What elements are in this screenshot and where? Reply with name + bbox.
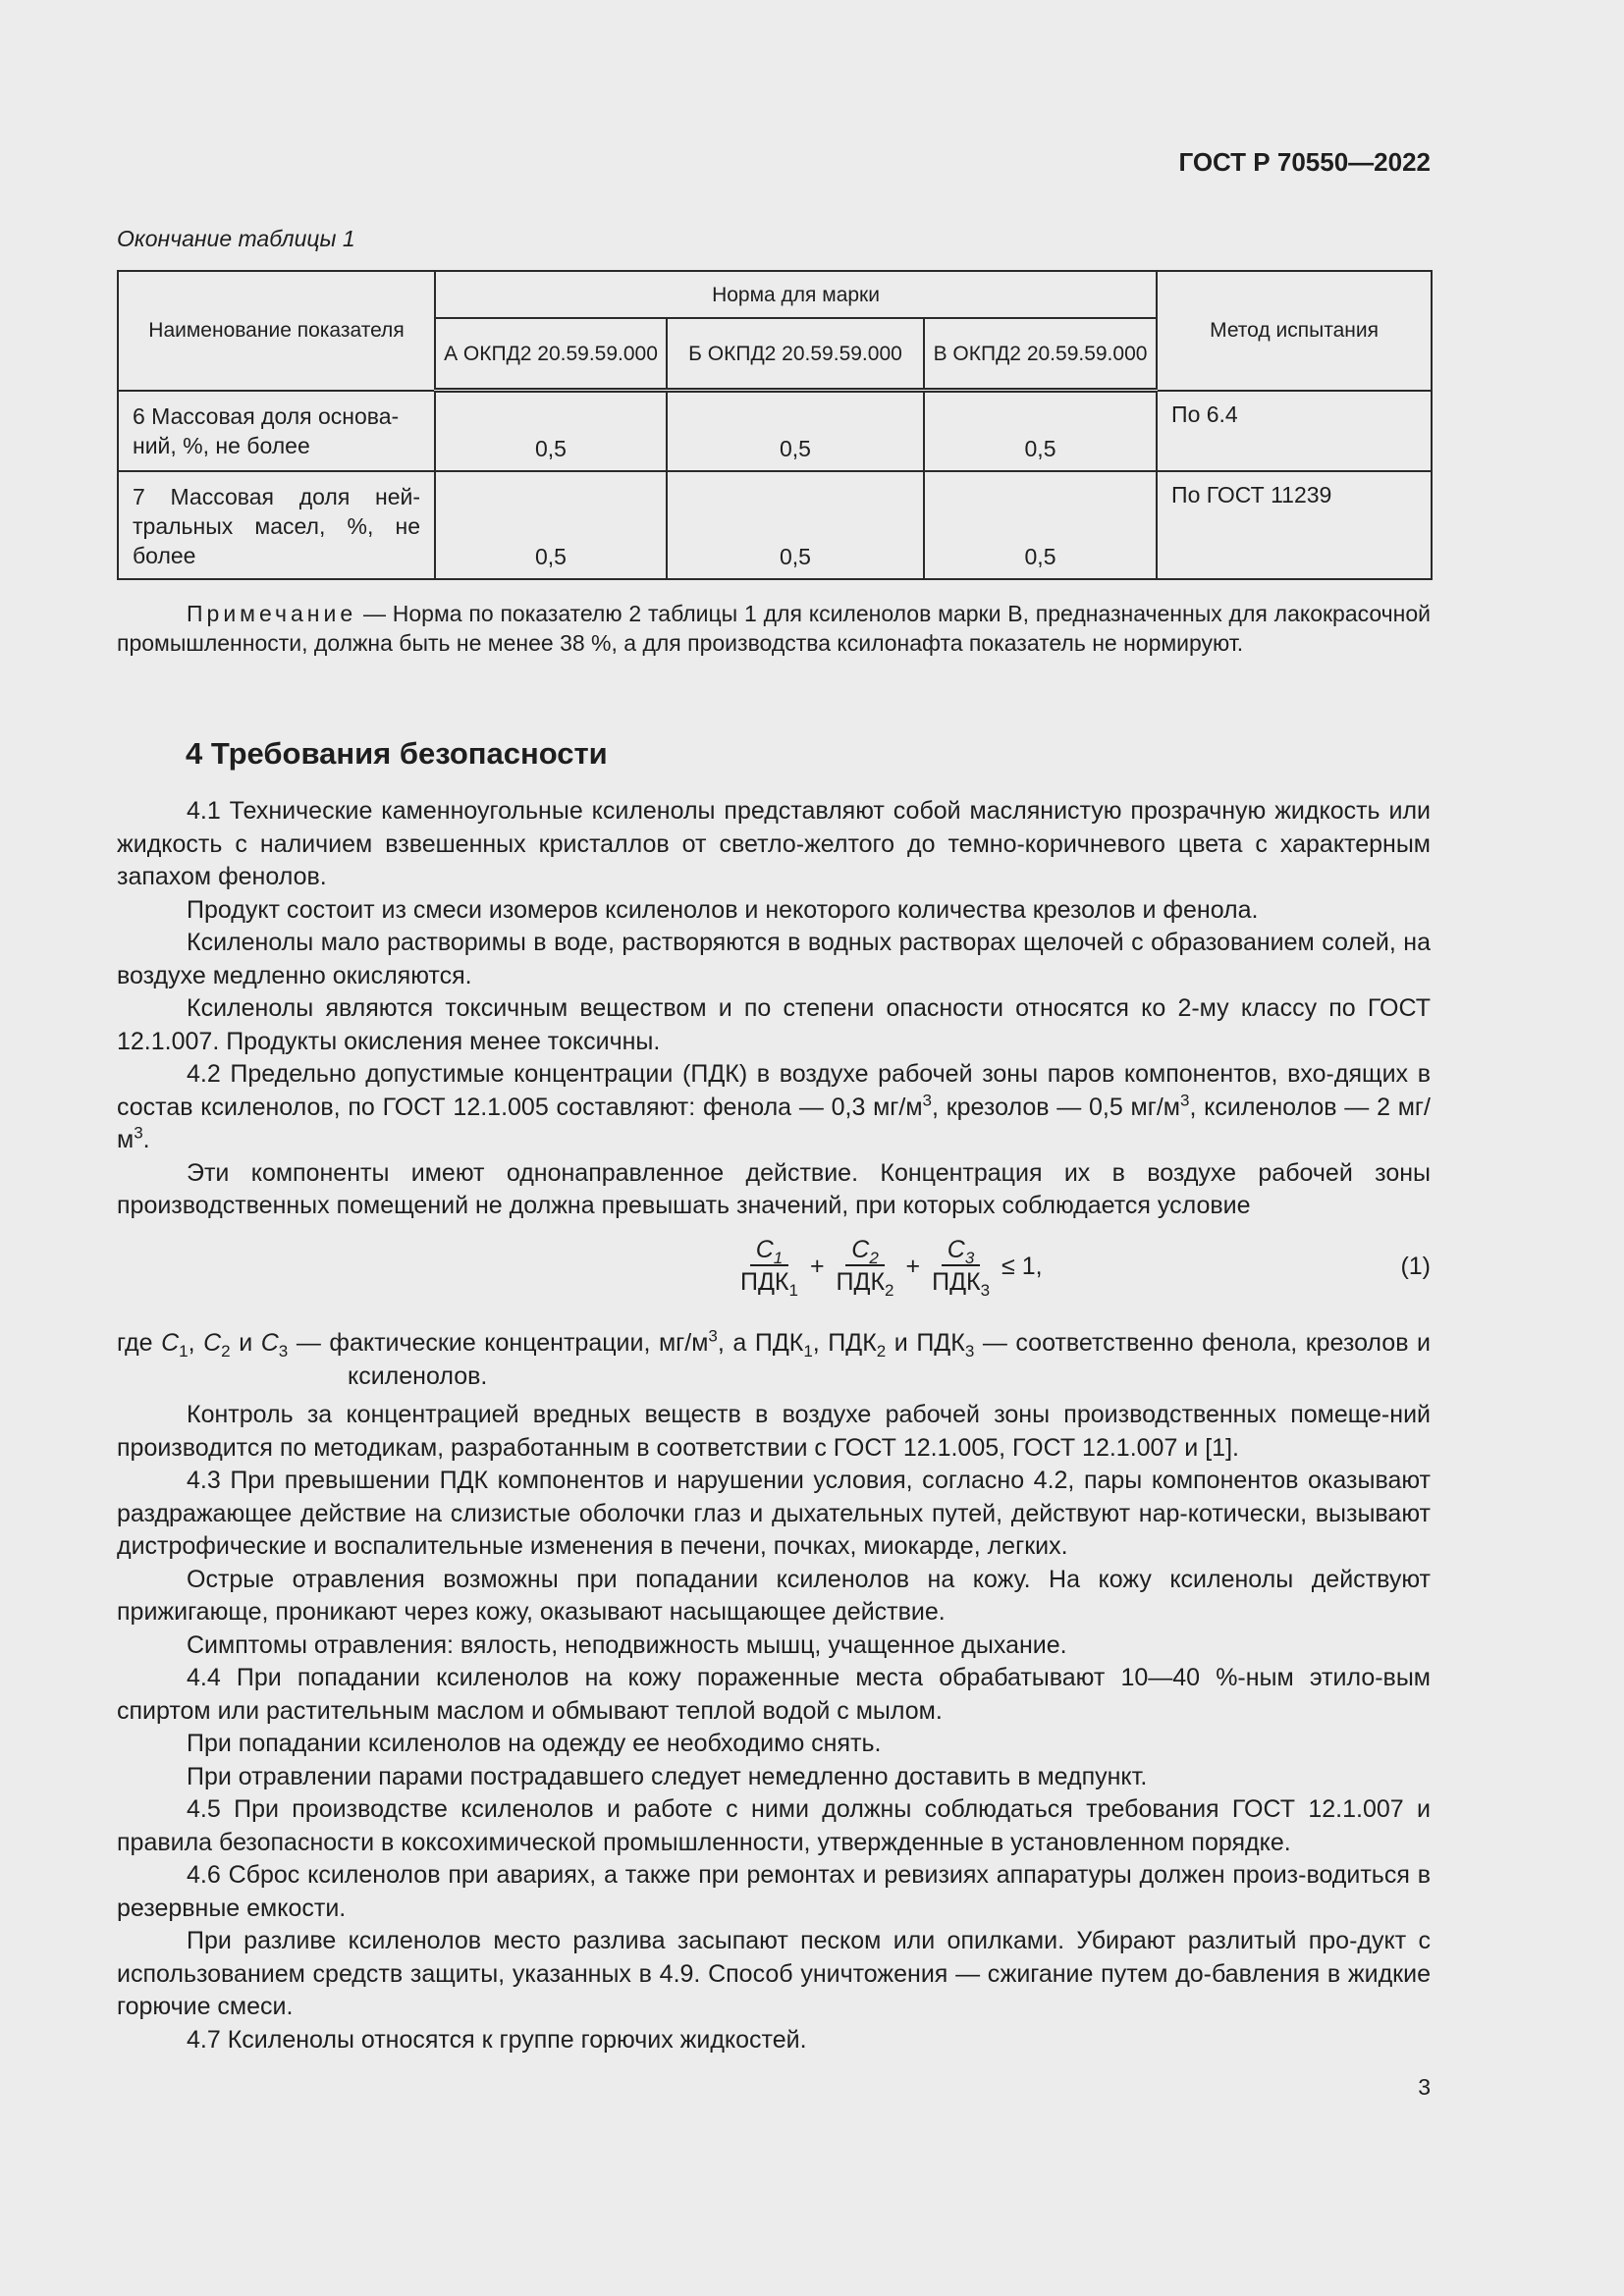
row-method: По ГОСТ 11239 <box>1157 471 1432 579</box>
paragraph-4-5: 4.5 При производстве ксиленолов и работе с ними должны соблюдаться требования ГОСТ 12.1.007 и правила безопасности в коксохимической промышленности, утвержденные в установленном порядке. <box>117 1795 1431 1856</box>
row-value-v: 0,5 <box>924 391 1157 471</box>
table-row <box>118 471 1432 579</box>
row-name: 6 Массовая доля основа-ний, %, не более <box>118 391 435 471</box>
fraction-1: $\frac{C_1}{ПДК_1}$ <box>740 1236 798 1300</box>
row-value-b: 0,5 <box>667 391 924 471</box>
row-method: По 6.4 <box>1157 391 1432 471</box>
header-method: Метод испытания <box>1157 271 1432 391</box>
document-code: ГОСТ Р 70550—2022 <box>1178 147 1431 177</box>
paragraph-4-1: 4.1 Технические каменноугольные ксиленолы представляют собой маслянистую прозрачную жидкость или жидкость с наличием взвешенных кристаллов от светло-желтого до темно-коричневого цвета с характерным запахом фенолов. <box>117 797 1431 890</box>
header-name: Наименование показателя <box>118 271 435 391</box>
page-number: 3 <box>1418 2074 1431 2100</box>
spec-table <box>117 270 1433 580</box>
section-title: 4 Требования безопасности <box>186 736 608 771</box>
header-norm-group: Норма для марки <box>435 271 1157 318</box>
paragraph-clothes: При попадании ксиленолов на одежду ее необходимо снять. <box>187 1730 882 1757</box>
formula-legend: где $C_1$, $C_2$ и $C_3$ — фактические концентрации, $мг/м^3$, а $ПДК_1$, $ПДК_2$ и $ПДК_3$ — соответственно фенола, крезолов и ксиленолов. <box>117 1326 1432 1390</box>
table-row <box>118 391 1432 471</box>
paragraph-vapor: При отравлении парами пострадавшего следует немедленно доставить в медпункт. <box>187 1762 1148 1790</box>
paragraph-spill: При разливе ксиленолов место разлива засыпают песком или опилками. Убирают разлитый про-дукт с использованием средств защиты, указанных в 4.9. Способ уничтожения — сжигание путем до-бавления в жидкие горючие смеси. <box>117 1927 1431 2020</box>
row-name: 7 Массовая доля ней-тральных масел, %, не более <box>118 471 435 579</box>
row-value-a: 0,5 <box>435 391 667 471</box>
row-value-a: 0,5 <box>435 471 667 579</box>
paragraph-4-4: 4.4 При попадании ксиленолов на кожу пораженные места обрабатывают 10—40 %-ным этило-вым спиртом или растительным маслом и обмывают теплой водой с мылом. <box>117 1664 1431 1725</box>
equation-number: (1) <box>1400 1253 1431 1280</box>
note-text: — Норма по показателю 2 таблицы 1 для ксиленолов марки В, предназначенных для лакокрасочной промышленности, должна быть не менее 38 %, а для производства ксилонафта показатель не нормируют. <box>117 601 1431 656</box>
paragraph-symptoms: Симптомы отравления: вялость, неподвижность мышц, учащенное дыхание. <box>187 1630 1067 1659</box>
row-value-b: 0,5 <box>667 471 924 579</box>
header-grade-v: В ОКПД2 20.59.59.000 <box>924 318 1157 391</box>
formula-expression: $\frac{C_1}{ПДК_1}$ + $\frac{C_2}{ПДК_2}$ + $\frac{C_3}{ПДК_3}$ ≤ 1, <box>733 1235 1048 1298</box>
fraction-2: $\frac{C_2}{ПДК_2}$ <box>836 1236 894 1300</box>
paragraph-4-3: 4.3 При превышении ПДК компонентов и нарушении условия, согласно 4.2, пары компонентов оказывают раздражающее действие на слизистые оболочки глаз и дыхательных путей, действуют нар-котически, вызывают дистрофические и воспалительные изменения в печени, почках, миокарде, легких. <box>117 1467 1431 1560</box>
paragraph-components: Эти компоненты имеют однонаправленное действие. Концентрация их в воздухе рабочей зоны производственных помещений не должна превышать значений, при которых соблюдается условие <box>117 1158 1431 1219</box>
section-body-bottom <box>117 1399 1431 2056</box>
paragraph-control: Контроль за концентрацией вредных веществ в воздухе рабочей зоны производственных помеще-ний производится по методикам, разработанным в соответствии с ГОСТ 12.1.005, ГОСТ 12.1.007 и [1]. <box>117 1401 1431 1462</box>
section-body-top <box>117 795 1431 1223</box>
row-value-v: 0,5 <box>924 471 1157 579</box>
paragraph-solubility: Ксиленолы мало растворимы в воде, растворяются в водных растворах щелочей с образованием солей, на воздухе медленно окисляются. <box>117 929 1431 989</box>
paragraph-4-2: 4.2 Предельно допустимые концентрации (ПДК) в воздухе рабочей зоны паров компонентов, вхо-дящих в состав ксиленолов, по ГОСТ 12.1.005 составляют: фенола — 0,3 $мг/м^3$, крезолов — 0,5 $мг/м^3$, ксиленолов — 2 $мг/м^3$. <box>117 1060 1431 1153</box>
paragraph-toxicity: Ксиленолы являются токсичным веществом и по степени опасности относятся ко 2-му классу по ГОСТ 12.1.007. Продукты окисления менее токсичны. <box>117 994 1431 1055</box>
table-note <box>117 599 1431 658</box>
table-caption: Окончание таблицы 1 <box>117 226 355 251</box>
paragraph-4-7: 4.7 Ксиленолы относятся к группе горючих жидкостей. <box>187 2025 807 2054</box>
note-label: Примечание <box>187 601 357 626</box>
paragraph-mix: Продукт состоит из смеси изомеров ксиленолов и некоторого количества крезолов и фенола. <box>187 895 1259 924</box>
fraction-3: $\frac{C_3}{ПДК_3}$ <box>932 1236 991 1300</box>
paragraph-acute: Острые отравления возможны при попадании ксиленолов на кожу. На кожу ксиленолы действуют прижигающе, проникают через кожу, оказывают насыщающее действие. <box>117 1565 1431 1626</box>
paragraph-4-6: 4.6 Сброс ксиленолов при авариях, а также при ремонтах и ревизиях аппаратуры должен произ-водиться в резервные емкости. <box>117 1861 1431 1922</box>
header-grade-b: Б ОКПД2 20.59.59.000 <box>667 318 924 391</box>
formula-1 <box>117 1235 1431 1304</box>
header-grade-a: А ОКПД2 20.59.59.000 <box>435 318 667 391</box>
